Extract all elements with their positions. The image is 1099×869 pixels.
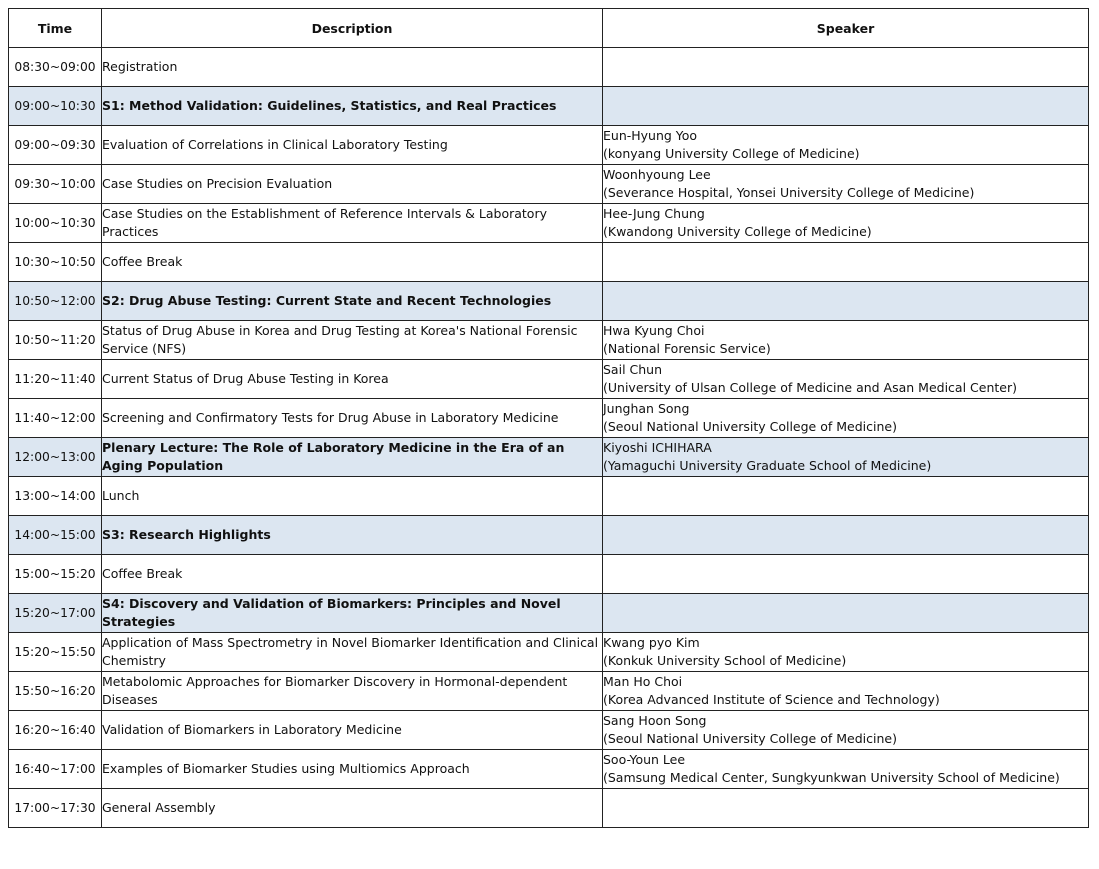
description-cell: Case Studies on the Establishment of Reference Intervals & Laboratory Practices bbox=[102, 204, 603, 243]
speaker-cell bbox=[603, 48, 1089, 87]
speaker-affiliation: (University of Ulsan College of Medicine and Asan Medical Center) bbox=[603, 380, 1017, 395]
speaker-cell bbox=[603, 438, 1089, 477]
speaker-cell bbox=[603, 399, 1089, 438]
session-row bbox=[9, 594, 1089, 633]
speaker-cell bbox=[603, 243, 1089, 282]
speaker-cell bbox=[603, 594, 1089, 633]
time-cell: 16:40~17:00 bbox=[9, 750, 102, 789]
table-row bbox=[9, 360, 1089, 399]
time-cell: 15:50~16:20 bbox=[9, 672, 102, 711]
speaker-name: Hee-Jung Chung bbox=[603, 206, 705, 221]
session-title-cell: S4: Discovery and Validation of Biomarkers: Principles and Novel Strategies bbox=[102, 594, 603, 633]
session-row bbox=[9, 516, 1089, 555]
speaker-affiliation: (Seoul National University College of Medicine) bbox=[603, 419, 897, 434]
table-row bbox=[9, 672, 1089, 711]
table-row bbox=[9, 711, 1089, 750]
time-cell: 10:00~10:30 bbox=[9, 204, 102, 243]
time-cell: 16:20~16:40 bbox=[9, 711, 102, 750]
speaker-affiliation: (National Forensic Service) bbox=[603, 341, 771, 356]
table-header-row bbox=[9, 9, 1089, 48]
speaker-name: Man Ho Choi bbox=[603, 674, 683, 689]
speaker-cell bbox=[603, 672, 1089, 711]
table-row bbox=[9, 243, 1089, 282]
description-cell: Application of Mass Spectrometry in Novel Biomarker Identification and Clinical Chemistry bbox=[102, 633, 603, 672]
speaker-cell bbox=[603, 126, 1089, 165]
time-cell: 10:50~12:00 bbox=[9, 282, 102, 321]
table-row bbox=[9, 126, 1089, 165]
speaker-affiliation: (Konkuk University School of Medicine) bbox=[603, 653, 847, 668]
speaker-affiliation: (Samsung Medical Center, Sungkyunkwan University School of Medicine) bbox=[603, 770, 1060, 785]
speaker-name: Eun-Hyung Yoo bbox=[603, 128, 698, 143]
session-row bbox=[9, 87, 1089, 126]
table-row bbox=[9, 789, 1089, 828]
speaker-name: Hwa Kyung Choi bbox=[603, 323, 705, 338]
speaker-cell bbox=[603, 516, 1089, 555]
table-row bbox=[9, 555, 1089, 594]
description-column-header: Description bbox=[102, 9, 603, 48]
time-cell: 15:00~15:20 bbox=[9, 555, 102, 594]
time-cell: 12:00~13:00 bbox=[9, 438, 102, 477]
speaker-cell bbox=[603, 165, 1089, 204]
description-cell: Evaluation of Correlations in Clinical Laboratory Testing bbox=[102, 126, 603, 165]
speaker-cell bbox=[603, 204, 1089, 243]
speaker-name: Sang Hoon Song bbox=[603, 713, 707, 728]
speaker-name: Kwang pyo Kim bbox=[603, 635, 700, 650]
session-title-cell: S1: Method Validation: Guidelines, Statistics, and Real Practices bbox=[102, 87, 603, 126]
speaker-cell bbox=[603, 633, 1089, 672]
speaker-cell bbox=[603, 750, 1089, 789]
table-row bbox=[9, 399, 1089, 438]
time-cell: 15:20~15:50 bbox=[9, 633, 102, 672]
session-row bbox=[9, 282, 1089, 321]
description-cell: Current Status of Drug Abuse Testing in Korea bbox=[102, 360, 603, 399]
speaker-cell bbox=[603, 477, 1089, 516]
description-cell: Validation of Biomarkers in Laboratory Medicine bbox=[102, 711, 603, 750]
description-cell: Case Studies on Precision Evaluation bbox=[102, 165, 603, 204]
speaker-affiliation: (Severance Hospital, Yonsei University College of Medicine) bbox=[603, 185, 975, 200]
speaker-affiliation: (Korea Advanced Institute of Science and Technology) bbox=[603, 692, 940, 707]
time-column-header: Time bbox=[9, 9, 102, 48]
description-cell: Metabolomic Approaches for Biomarker Discovery in Hormonal-dependent Diseases bbox=[102, 672, 603, 711]
time-cell: 08:30~09:00 bbox=[9, 48, 102, 87]
table-row bbox=[9, 165, 1089, 204]
program-schedule-table bbox=[8, 8, 1089, 828]
table-row bbox=[9, 633, 1089, 672]
schedule-body bbox=[9, 48, 1089, 828]
time-cell: 17:00~17:30 bbox=[9, 789, 102, 828]
speaker-name: Sail Chun bbox=[603, 362, 663, 377]
description-cell: Coffee Break bbox=[102, 555, 603, 594]
table-row bbox=[9, 204, 1089, 243]
time-cell: 10:30~10:50 bbox=[9, 243, 102, 282]
speaker-cell bbox=[603, 555, 1089, 594]
session-title-cell: S3: Research Highlights bbox=[102, 516, 603, 555]
time-cell: 11:20~11:40 bbox=[9, 360, 102, 399]
session-title-cell: Plenary Lecture: The Role of Laboratory Medicine in the Era of an Aging Population bbox=[102, 438, 603, 477]
speaker-column-header: Speaker bbox=[603, 9, 1089, 48]
session-title-cell: S2: Drug Abuse Testing: Current State and Recent Technologies bbox=[102, 282, 603, 321]
speaker-name: Junghan Song bbox=[603, 401, 690, 416]
table-row bbox=[9, 321, 1089, 360]
speaker-cell bbox=[603, 711, 1089, 750]
time-cell: 15:20~17:00 bbox=[9, 594, 102, 633]
speaker-affiliation: (Kwandong University College of Medicine) bbox=[603, 224, 872, 239]
table-row bbox=[9, 48, 1089, 87]
description-cell: General Assembly bbox=[102, 789, 603, 828]
time-cell: 13:00~14:00 bbox=[9, 477, 102, 516]
speaker-name: Soo-Youn Lee bbox=[603, 752, 686, 767]
description-cell: Registration bbox=[102, 48, 603, 87]
speaker-cell bbox=[603, 789, 1089, 828]
speaker-name: Woonhyoung Lee bbox=[603, 167, 711, 182]
speaker-cell bbox=[603, 87, 1089, 126]
time-cell: 09:00~10:30 bbox=[9, 87, 102, 126]
speaker-cell bbox=[603, 321, 1089, 360]
description-cell: Status of Drug Abuse in Korea and Drug Testing at Korea's National Forensic Service (NFS) bbox=[102, 321, 603, 360]
speaker-affiliation: (Seoul National University College of Medicine) bbox=[603, 731, 897, 746]
time-cell: 09:30~10:00 bbox=[9, 165, 102, 204]
description-cell: Examples of Biomarker Studies using Multiomics Approach bbox=[102, 750, 603, 789]
session-row bbox=[9, 438, 1089, 477]
speaker-affiliation: (konyang University College of Medicine) bbox=[603, 146, 860, 161]
time-cell: 09:00~09:30 bbox=[9, 126, 102, 165]
speaker-affiliation: (Yamaguchi University Graduate School of Medicine) bbox=[603, 458, 932, 473]
time-cell: 14:00~15:00 bbox=[9, 516, 102, 555]
table-row bbox=[9, 750, 1089, 789]
description-cell: Coffee Break bbox=[102, 243, 603, 282]
description-cell: Lunch bbox=[102, 477, 603, 516]
speaker-name: Kiyoshi ICHIHARA bbox=[603, 440, 712, 455]
table-row bbox=[9, 477, 1089, 516]
time-cell: 10:50~11:20 bbox=[9, 321, 102, 360]
description-cell: Screening and Confirmatory Tests for Drug Abuse in Laboratory Medicine bbox=[102, 399, 603, 438]
speaker-cell bbox=[603, 360, 1089, 399]
speaker-cell bbox=[603, 282, 1089, 321]
time-cell: 11:40~12:00 bbox=[9, 399, 102, 438]
